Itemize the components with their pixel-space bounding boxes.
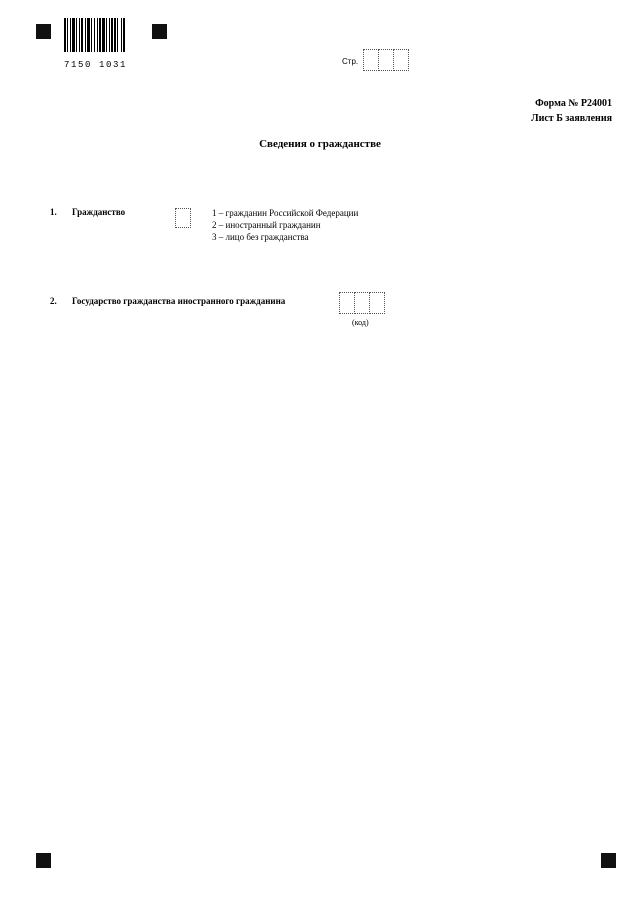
barcode-bars bbox=[64, 18, 138, 52]
foreign-state-label: Государство гражданства иностранного гражданина bbox=[72, 296, 286, 306]
barcode-bar bbox=[81, 18, 83, 52]
country-code-cell[interactable] bbox=[339, 292, 355, 314]
barcode-bar bbox=[117, 18, 118, 52]
barcode-bar bbox=[109, 18, 110, 52]
page-number-label: Стр. bbox=[342, 57, 359, 66]
country-code-cell[interactable] bbox=[369, 292, 385, 314]
corner-marker-top-left bbox=[36, 24, 51, 39]
citizenship-label: Гражданство bbox=[72, 207, 126, 217]
barcode-bar bbox=[99, 18, 101, 52]
citizenship-option-1: 1 – гражданин Российской Федерации bbox=[212, 208, 359, 218]
citizenship-option-3: 3 – лицо без гражданства bbox=[212, 232, 309, 242]
barcode-bar bbox=[91, 18, 92, 52]
citizenship-options bbox=[212, 207, 358, 243]
barcode-bar bbox=[106, 18, 107, 52]
citizenship-option-2: 2 – иностранный гражданин bbox=[212, 220, 321, 230]
corner-marker-bottom-left bbox=[36, 853, 51, 868]
item-number-2: 2. bbox=[50, 296, 57, 306]
barcode-bar bbox=[87, 18, 90, 52]
form-number: Форма № Р24001 bbox=[535, 98, 612, 109]
barcode-bar bbox=[64, 18, 66, 52]
barcode-bar bbox=[121, 18, 122, 52]
country-code-cell[interactable] bbox=[354, 292, 370, 314]
page-number-cell[interactable] bbox=[393, 49, 409, 71]
citizenship-code-cells[interactable] bbox=[175, 208, 190, 228]
sheet-label: Лист Б заявления bbox=[531, 113, 612, 124]
page-number-cells[interactable] bbox=[363, 49, 408, 71]
barcode-bar bbox=[76, 18, 77, 52]
barcode-bar bbox=[79, 18, 80, 52]
barcode bbox=[64, 18, 138, 70]
citizenship-code-cell[interactable] bbox=[175, 208, 191, 228]
barcode-bar bbox=[94, 18, 95, 52]
corner-marker-bottom-right bbox=[601, 853, 616, 868]
barcode-bar bbox=[70, 18, 71, 52]
barcode-bar bbox=[97, 18, 98, 52]
page-number-cell[interactable] bbox=[363, 49, 379, 71]
barcode-bar bbox=[123, 18, 125, 52]
barcode-bar bbox=[102, 18, 105, 52]
corner-marker-top-right bbox=[152, 24, 167, 39]
barcode-bar bbox=[67, 18, 68, 52]
country-code-cells[interactable] bbox=[339, 292, 384, 314]
page-number-cell[interactable] bbox=[378, 49, 394, 71]
barcode-digits: 7150 1031 bbox=[64, 60, 128, 70]
barcode-bar bbox=[114, 18, 116, 52]
barcode-bar bbox=[85, 18, 86, 52]
country-code-caption: (код) bbox=[352, 318, 369, 327]
item-number-1: 1. bbox=[50, 207, 57, 217]
barcode-bar bbox=[72, 18, 75, 52]
page-title: Сведения о гражданстве bbox=[259, 138, 381, 150]
barcode-bar bbox=[111, 18, 113, 52]
form-header bbox=[531, 96, 612, 126]
